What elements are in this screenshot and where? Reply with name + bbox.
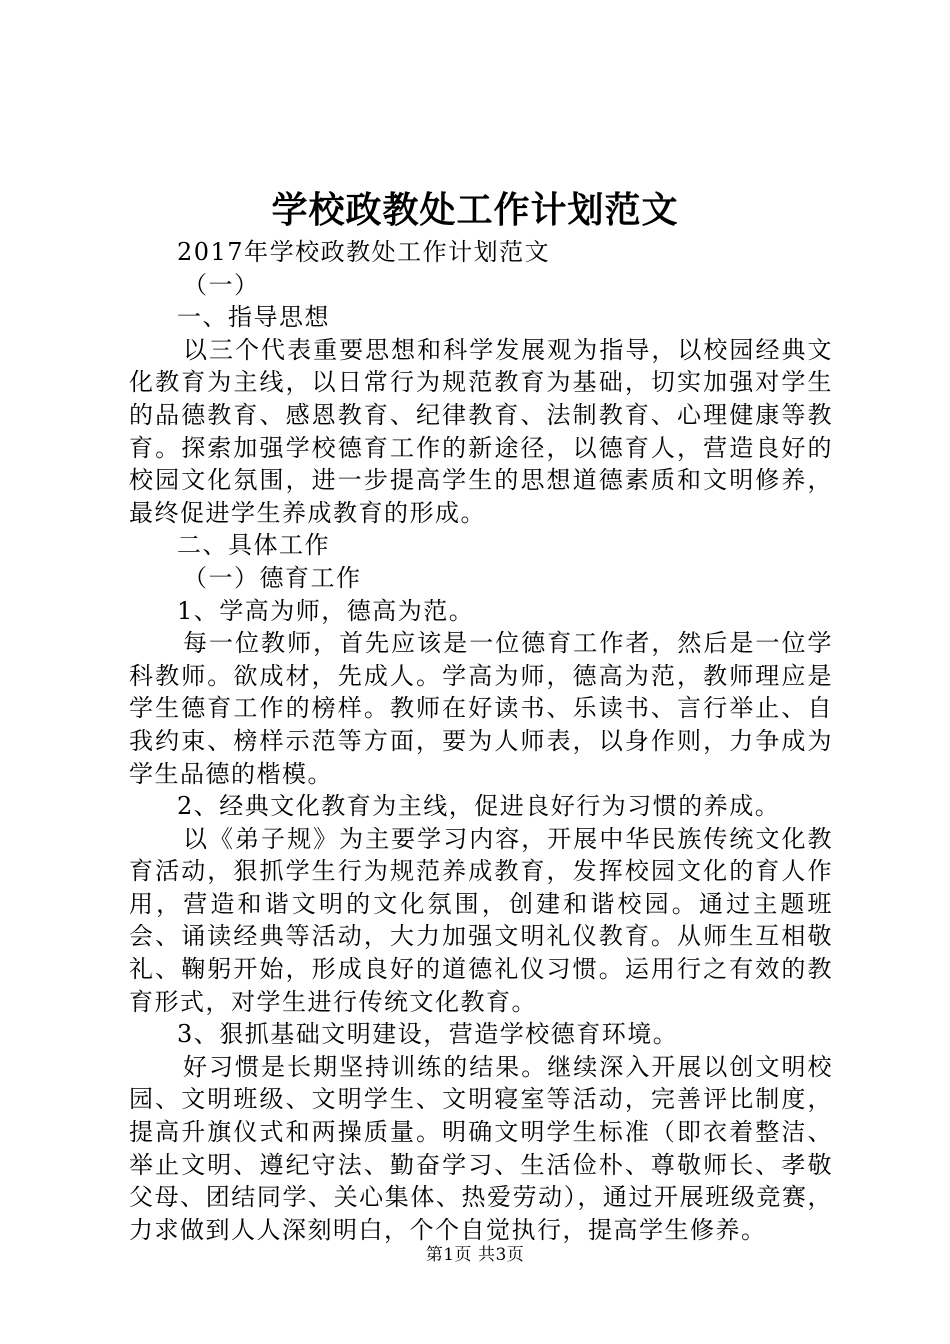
section-number: （一） [183,270,260,299]
subtitle-paragraph: 2017年学校政教处工作计划范文 [177,238,551,266]
heading-specific-work: 二、具体工作 [177,531,330,560]
heading-guiding-ideology: 一、指导思想 [177,303,330,332]
paragraph-guiding-ideology: 以三个代表重要思想和科学发展观为指导，以校园经典文化教育为主线，以日常行为规范教育为基础，切实加强对学生的品德教育、感恩教育、纪律教育、法制教育、心理健康等教育。探索加强学校德育工作的新途径，以德育人，营造良好的校园文化氛围，进一步提高学生的思想道德素质和文明修养，最终促进学生养成教育的形成。 [129,335,833,527]
document-body [129,236,833,1246]
paragraph-item-3: 好习惯是长期坚持训练的结果。继续深入开展以创文明校园、文明班级、文明学生、文明寝室等活动，完善评比制度，提高升旗仪式和两操质量。明确文明学生标准（即衣着整洁、举止文明、遵纪守法、勤奋学习、生活俭朴、尊敬师长、孝敬父母、团结同学、关心集体、热爱劳动），通过开展班级竞赛，力求做到人人深刻明白，个个自觉执行，提高学生修养。 [129,1052,833,1244]
item-heading-3: 3、狠抓基础文明建设，营造学校德育环境。 [177,1020,679,1049]
heading-moral-education: （一）德育工作 [183,563,362,592]
paragraph-item-1: 每一位教师，首先应该是一位德育工作者，然后是一位学科教师。欲成材，先成人。学高为师，德高为范，教师理应是学生德育工作的榜样。教师在好读书、乐读书、言行举止、自我约束、榜样示范等方面，要为人师表，以身作则，力争成为学生品德的楷模。 [129,629,833,788]
item-heading-2: 2、经典文化教育为主线，促进良好行为习惯的养成。 [177,792,781,821]
item-heading-1: 1、学高为师，德高为范。 [177,596,475,625]
page-footer: 第1页 共3页 [425,1245,525,1265]
paragraph-item-2: 以《弟子规》为主要学习内容，开展中华民族传统文化教育活动，狠抓学生行为规范养成教育，发挥校园文化的育人作用，营造和谐文明的文化氛围，创建和谐校园。通过主题班会、诵读经典等活动，大力加强文明礼仪教育。从师生互相敬礼、鞠躬开始，形成良好的道德礼仪习惯。运用行之有效的教育形式，对学生进行传统文化教育。 [129,824,833,1016]
document-title: 学校政教处工作计划范文 [271,189,679,231]
